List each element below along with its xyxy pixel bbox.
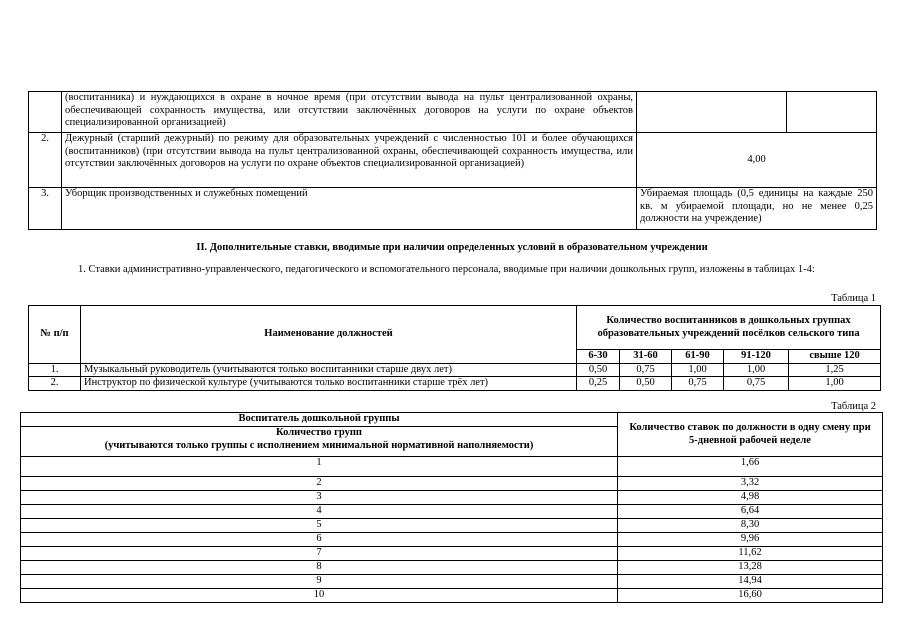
rate-count: 6,64 — [618, 505, 883, 519]
rate-cell: 0,50 — [577, 363, 620, 377]
rate-value — [637, 92, 787, 133]
rate-count: 11,62 — [618, 547, 883, 561]
position-description: Дежурный (старший дежурный) по режиму для образовательных учреждений с численностью 101 и более обучающихся (воспитанников) (при отсутствии вывода на пульт централизованной охраны, обеспечивающей сохранность имущества, или отсутствии заключённых договоров на услуги по охране объектов специализированной организацией) — [62, 133, 637, 188]
table-row — [29, 133, 877, 188]
table-row — [21, 533, 883, 547]
rate-cell: 0,75 — [672, 377, 724, 391]
rate-cell: 1,00 — [672, 363, 724, 377]
rate-value: 4,00 — [637, 133, 877, 188]
group-count: 9 — [21, 575, 618, 589]
rate-count: 14,94 — [618, 575, 883, 589]
rate-cell: 0,50 — [620, 377, 672, 391]
group-count: 5 — [21, 519, 618, 533]
rate-count: 13,28 — [618, 561, 883, 575]
section-heading: II. Дополнительные ставки, вводимые при наличии определенных условий в образовательном учреждении — [196, 242, 708, 253]
position-name: Музыкальный руководитель (учитываются только воспитанники старше двух лет) — [81, 363, 577, 377]
table-row — [21, 505, 883, 519]
rate-value: Убираемая площадь (0,5 единицы на каждые 250 кв. м убираемой площади, но не менее 0,25 должности на учреждение) — [637, 188, 877, 230]
group-count: 3 — [21, 491, 618, 505]
rate-cell: 0,75 — [724, 377, 789, 391]
range-header: 91-120 — [724, 350, 789, 364]
group-count: 10 — [21, 589, 618, 603]
group-count-header — [21, 427, 618, 457]
staffing-table-continued — [28, 91, 877, 230]
rate-header: Количество ставок по должности в одну смену при 5-дневной рабочей неделе — [618, 413, 883, 457]
rate-cell: 1,25 — [789, 363, 881, 377]
position-description: (воспитанника) и нуждающихся в охране в ночное время (при отсутствии вывода на пульт централизованной охраны, обеспечивающей сохранность имущества, или отсутствии заключённых договоров на услуги по охране объектов специализированной организацией) — [62, 92, 637, 133]
rate-count: 16,60 — [618, 589, 883, 603]
table-row — [29, 92, 877, 133]
table-row — [21, 547, 883, 561]
rate-count: 4,98 — [618, 491, 883, 505]
rate-cell: 0,75 — [620, 363, 672, 377]
group-count: 1 — [21, 457, 618, 477]
table2-caption: Таблица 2 — [831, 401, 876, 412]
column-header-pupils: Количество воспитанников в дошкольных группах образовательных учреждений посёлков сельского типа — [577, 306, 881, 350]
position-description: Уборщик производственных и служебных помещений — [62, 188, 637, 230]
group-count-title: Количество групп — [276, 427, 362, 438]
column-header-position: Наименование должностей — [81, 306, 577, 364]
row-number: 3. — [29, 188, 62, 230]
rate-count: 3,32 — [618, 477, 883, 491]
group-count: 7 — [21, 547, 618, 561]
table-1 — [28, 305, 881, 391]
group-count: 8 — [21, 561, 618, 575]
group-count: 2 — [21, 477, 618, 491]
group-count: 6 — [21, 533, 618, 547]
table-row — [21, 477, 883, 491]
table-row — [21, 575, 883, 589]
row-number: 1. — [29, 363, 81, 377]
table1-caption: Таблица 1 — [831, 293, 876, 304]
rate-count: 8,30 — [618, 519, 883, 533]
table-row — [21, 457, 883, 477]
table-row — [21, 491, 883, 505]
table-row — [29, 363, 881, 377]
row-number — [29, 92, 62, 133]
table-row — [29, 188, 877, 230]
rate-cell: 0,25 — [577, 377, 620, 391]
table-row — [21, 589, 883, 603]
range-header: 31-60 — [620, 350, 672, 364]
row-number: 2. — [29, 133, 62, 188]
table-row — [29, 377, 881, 391]
column-header-number: № п/п — [29, 306, 81, 364]
table-row — [21, 561, 883, 575]
empty-cell — [787, 92, 877, 133]
rate-count: 9,96 — [618, 533, 883, 547]
range-header: свыше 120 — [789, 350, 881, 364]
range-header: 61-90 — [672, 350, 724, 364]
rate-cell: 1,00 — [724, 363, 789, 377]
table-row — [21, 519, 883, 533]
table-2 — [20, 412, 883, 603]
row-number: 2. — [29, 377, 81, 391]
rate-cell: 1,00 — [789, 377, 881, 391]
group-count: 4 — [21, 505, 618, 519]
educator-header: Воспитатель дошкольной группы — [21, 413, 618, 427]
intro-paragraph: 1. Ставки административно-управленческого, педагогического и вспомогательного персонала, вводимые при наличии дошкольных групп, изложены в таблицах 1-4: — [78, 264, 815, 275]
range-header: 6-30 — [577, 350, 620, 364]
rate-count: 1,66 — [618, 457, 883, 477]
group-count-note: (учитываются только группы с исполнением минимальной нормативной наполняемости) — [104, 439, 534, 451]
position-name: Инструктор по физической культуре (учитываются только воспитанники старше трёх лет) — [81, 377, 577, 391]
